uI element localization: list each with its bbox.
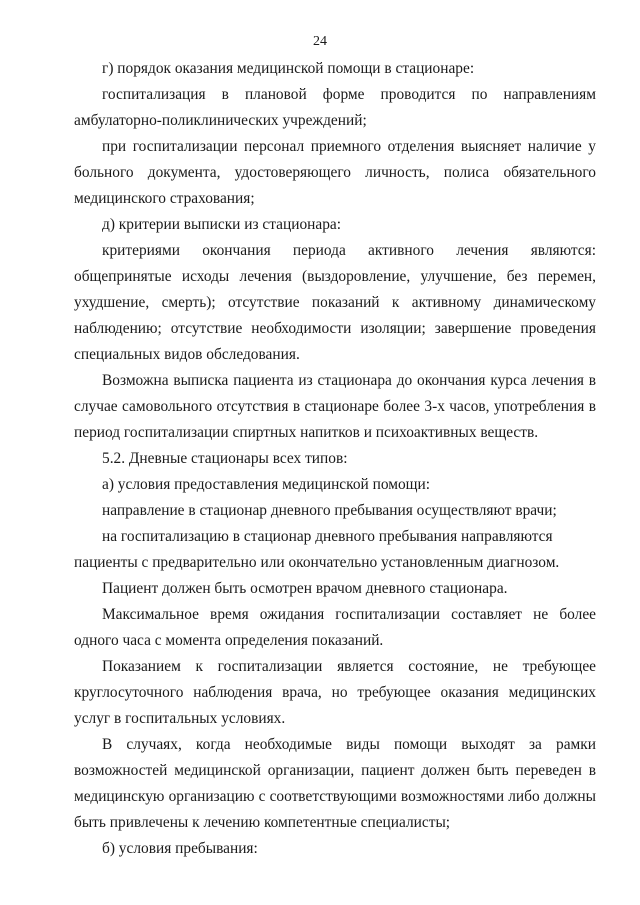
paragraph-hospital-care-order: г) порядок оказания медицинской помощи в стационаре: xyxy=(102,60,475,77)
paragraph-planned-hospitalization: госпитализация в плановой форме проводится по направлениям амбулаторно-поликлинических учреждений; xyxy=(74,86,596,129)
paragraph-stay-conditions-heading: б) условия пребывания: xyxy=(102,840,258,857)
paragraph-care-conditions-heading: а) условия предоставления медицинской помощи: xyxy=(102,476,431,493)
paragraph-referral-doctors: направление в стационар дневного пребывания осуществляют врачи; xyxy=(102,502,557,519)
paragraph-referral-diagnosis: на госпитализацию в стационар дневного пребывания направляются пациенты с предварительно или окончательно установленным диагнозом. xyxy=(74,528,560,571)
paragraph-patient-transfer: В случаях, когда необходимые виды помощи выходят за рамки возможностей медицинской организации, пациент должен быть переведен в медицинскую организацию с соответствующими возможностями либо должны быть привлечены к лечению компетентные специалисты; xyxy=(74,736,596,831)
paragraph-admission-documents: при госпитализации персонал приемного отделения выясняет наличие у больного документа, удостоверяющего личность, полиса обязательного медицинского страхования; xyxy=(74,138,596,207)
paragraph-max-waiting-time: Максимальное время ожидания госпитализации составляет не более одного часа с момента определения показаний. xyxy=(74,606,596,649)
paragraph-discharge-criteria-heading: д) критерии выписки из стационара: xyxy=(102,216,342,233)
paragraph-early-discharge: Возможна выписка пациента из стационара до окончания курса лечения в случае самовольного отсутствия в стационаре более 3-х часов, употребления в период госпитализации спиртных напитков и психоактивных веществ. xyxy=(74,372,596,441)
section-heading-day-hospitals: 5.2. Дневные стационары всех типов: xyxy=(102,450,348,467)
paragraph-hospitalization-indication: Показанием к госпитализации является состояние, не требующее круглосуточного наблюдения врача, но требующее оказания медицинских услуг в госпитальных условиях. xyxy=(74,658,596,727)
paragraph-discharge-criteria: критериями окончания периода активного лечения являются: общепринятые исходы лечения (выздоровление, улучшение, без перемен, ухудшение, смерть); отсутствие показаний к активному динамическому наблюдению; отсутствие необходимости изоляции; завершение проведения специальных видов обследования. xyxy=(74,242,596,363)
document-body xyxy=(74,56,596,862)
page-number: 24 xyxy=(313,34,327,49)
paragraph-patient-examination: Пациент должен быть осмотрен врачом дневного стационара. xyxy=(102,580,508,597)
